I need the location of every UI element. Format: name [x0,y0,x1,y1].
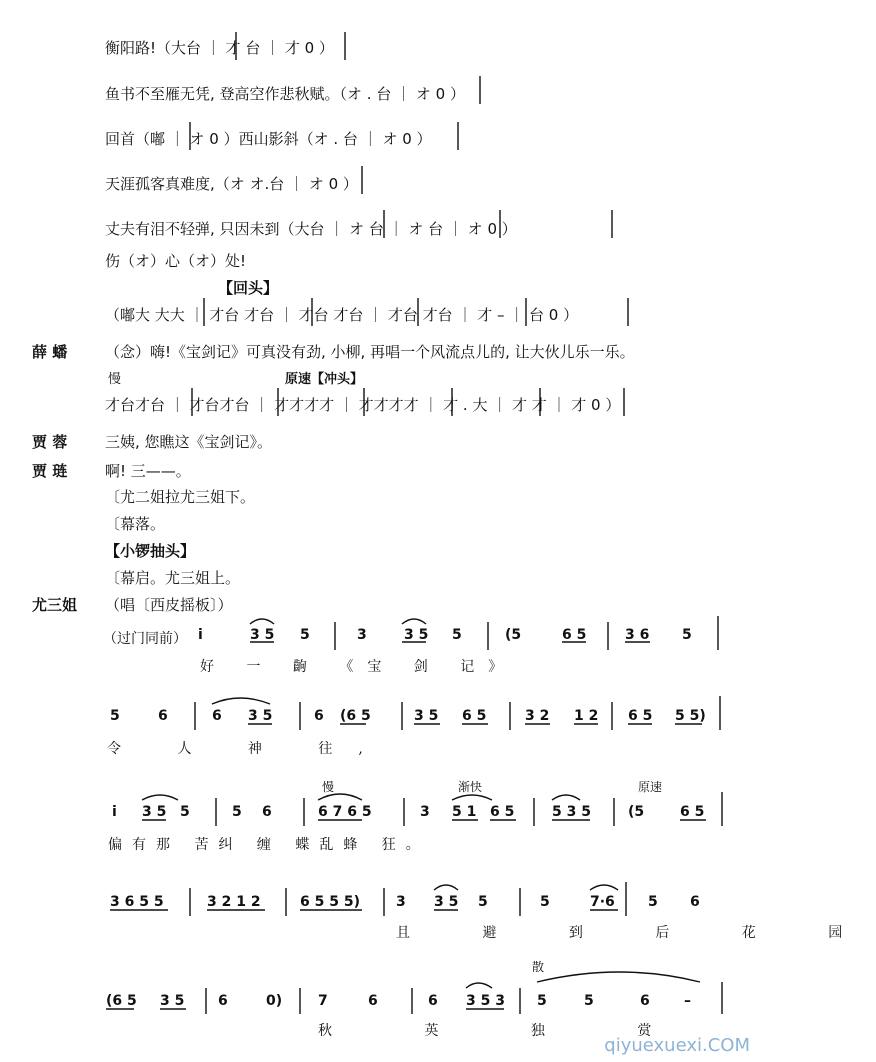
r2-note-3: 3 5 [248,708,273,724]
r4-note-4: 3 5 [434,894,459,910]
role-xue-pan: 薛 蟠 [32,343,68,361]
r4-note-3: 3 [396,894,406,910]
line-13: 啊! 三——。 [105,462,191,480]
r3-note-11: 6 5 [680,804,705,820]
r5-note-10: 6 [640,993,650,1009]
r2-note-1: 6 [158,708,168,724]
r4-note-5: 5 [478,894,488,910]
r3-note-4: 6 [262,804,272,820]
line-9: （念）嗨!《宝剑记》可真没有劲, 小柳, 再唱一个风流点儿的, 让大伙儿乐一乐。 [105,343,635,361]
r3-note-10: (5 [628,804,645,820]
line-12: 三姨, 您瞧这《宝剑记》。 [105,433,273,451]
r5-note-6: 6 [428,993,438,1009]
line-14: 〔尤二姐拉尤三姐下。 [105,488,256,506]
r1-note-2: 5 [300,627,310,643]
r5-note-0: (6 5 [106,993,137,1009]
line-6: 伤（オ）心（オ）处! [105,252,247,270]
r5-note-5: 6 [368,993,378,1009]
r2-note-7: 6 5 [462,708,487,724]
r3-note-9: 5 3 5 [552,804,591,820]
r2-note-5: (6 5 [340,708,371,724]
r3-mark-slow: 慢 [322,780,335,794]
r2-note-6: 3 5 [414,708,439,724]
line-4: 天涯孤客真难度,（オ オ.台 ｜ オ 0 ） [105,175,358,193]
r3-mark-accel: 渐快 [458,780,483,794]
line-3: 回首（嘟 ｜ オ 0 ）西山影斜（オ . 台 ｜ オ 0 ） [105,130,432,148]
line-18: （唱〔西皮摇板〕） [105,596,233,614]
r4-note-1: 3 2 1 2 [207,894,261,910]
r3-note-1: 3 5 [142,804,167,820]
r2-lyrics: 令 人 神 往, [107,741,389,757]
r5-mark-free: 散 [532,960,545,974]
line-10-tempo: 原速【冲头】 [285,372,364,387]
r5-note-3: 0) [266,993,283,1009]
r4-note-0: 3 6 5 5 [110,894,164,910]
r3-mark-tempo: 原速 [638,780,663,794]
r3-note-7: 5 1 [452,804,477,820]
r2-note-8: 3 2 [525,708,550,724]
r5-note-7: 3 5 3 [466,993,505,1009]
line-1: 衡阳路!（大台 ｜ 才 台 ｜ 才 0 ） [105,39,334,57]
r5-note-4: 7 [318,993,328,1009]
line-11: 才台才台 ｜ 才台才台 ｜ 才才才才 ｜ 才才才才 ｜ 才 . 大 ｜ 才 才 ｜ 才 0 ） [105,396,621,414]
r5-note-2: 6 [218,993,228,1009]
role-you-san-jie: 尤三姐 [32,596,78,614]
r3-lyrics: 偏有那 苦纠 缠 蝶乱蜂 狂。 [108,837,430,853]
line-17: 〔幕启。尤三姐上。 [105,569,241,587]
r3-note-6: 3 [420,804,430,820]
r4-note-9: 6 [690,894,700,910]
line-10-slow: 慢 [108,372,122,387]
r4-note-2: 6 5 5 5) [300,894,360,910]
r2-note-11: 5 5) [675,708,706,724]
r5-note-11: – [684,993,691,1009]
r2-note-9: 1 2 [574,708,599,724]
r1-note-0: i [198,627,203,643]
r1-note-5: 5 [452,627,462,643]
role-jia-lian: 贾 琏 [32,462,68,480]
r1-note-6: (5 [505,627,522,643]
r1-lyrics: 好 一 齣 《宝 剑 记》 [200,659,517,675]
r3-note-0: i [112,804,117,820]
line-8: （嘟大 大大 ｜ 才台 才台 ｜ 才台 才台 ｜ 才台 才台 ｜ 才 – ｜ 台 0 ） [105,306,579,324]
r4-note-7: 7·6 [590,894,615,910]
line-16: 【小锣抽头】 [105,542,196,560]
role-jia-rong: 贾 蓉 [32,433,68,451]
r3-note-2: 5 [180,804,190,820]
r1-note-3: 3 [357,627,367,643]
r5-note-1: 3 5 [160,993,185,1009]
r5-lyrics: 秋 英 独 赏 [318,1023,696,1039]
r5-note-9: 5 [584,993,594,1009]
line-7-label: 【回头】 [218,279,279,297]
line-5: 丈夫有泪不轻弹, 只因未到（大台 ｜ オ 台 ｜ オ 台 ｜ オ 0 ） [105,220,517,238]
r4-note-8: 5 [648,894,658,910]
line-2: 鱼书不至雁无凭, 登高空作悲秋赋。（オ . 台 ｜ オ 0 ） [105,85,465,103]
r4-note-6: 5 [540,894,550,910]
r4-lyrics: 且 避 到 后 花 园 [396,925,876,941]
r1-note-7: 6 5 [562,627,587,643]
r3-note-8: 6 5 [490,804,515,820]
r2-note-10: 6 5 [628,708,653,724]
r5-note-8: 5 [537,993,547,1009]
score-r1-prefix: （过门同前） [103,631,187,647]
r1-note-4: 3 5 [404,627,429,643]
line-15: 〔幕落。 [105,515,166,533]
r1-note-9: 5 [682,627,692,643]
r3-note-3: 5 [232,804,242,820]
r1-note-8: 3 6 [625,627,650,643]
watermark: qiyuexuexi.COM [604,1035,750,1056]
r2-note-4: 6 [314,708,324,724]
r2-note-0: 5 [110,708,120,724]
r2-note-2: 6 [212,708,222,724]
r3-note-5: 6 7 6 5 [318,804,372,820]
r1-note-1: 3 5 [250,627,275,643]
